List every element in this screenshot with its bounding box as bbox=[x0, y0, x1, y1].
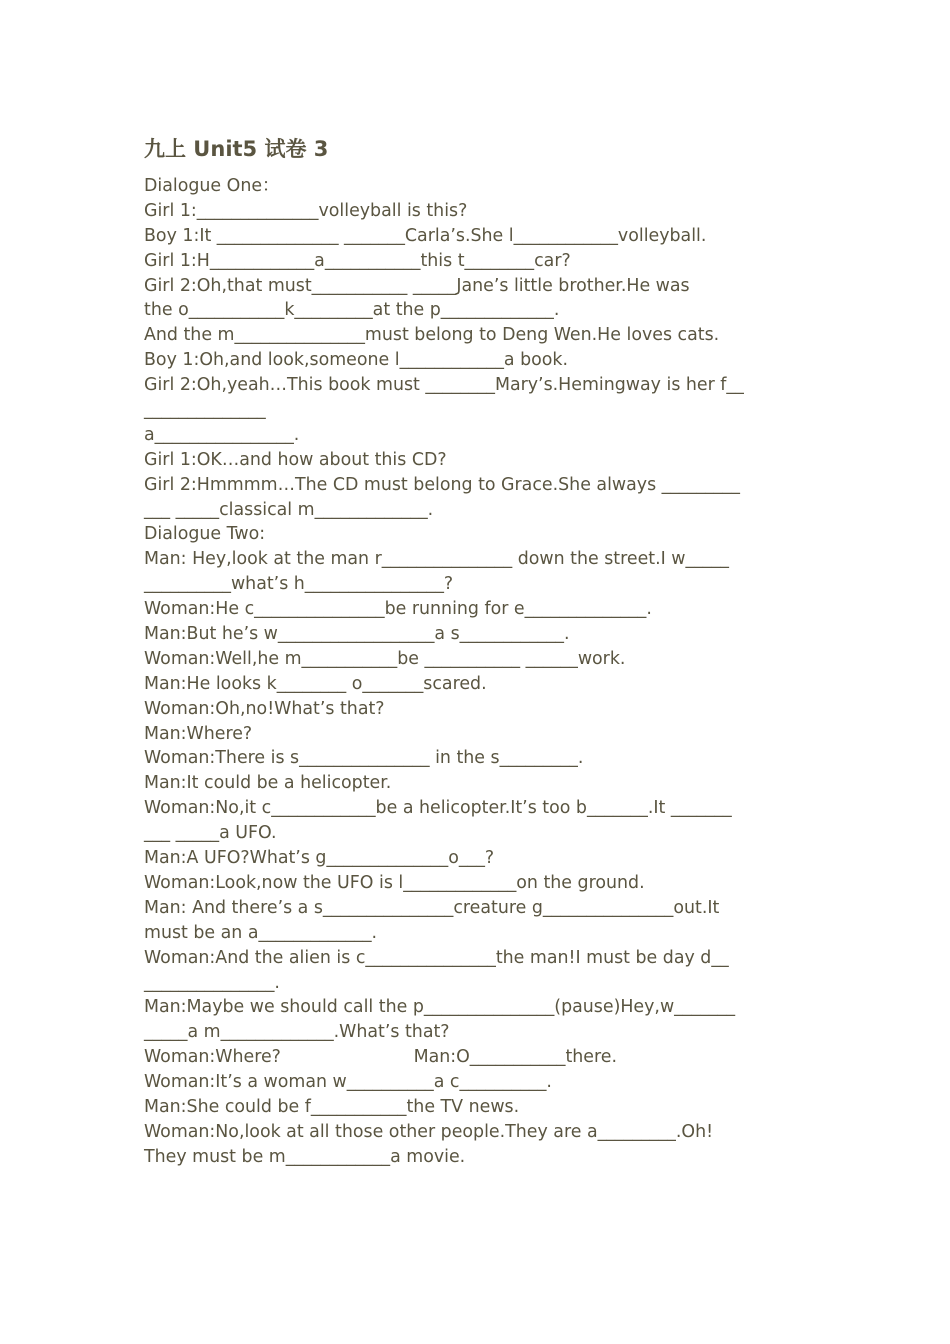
document-title: 九上 Unit5 试卷 3 bbox=[144, 137, 329, 161]
document-line: Girl 2:Oh,that must___________ _____Jane’s little brother.He was bbox=[144, 275, 690, 296]
document-line: Girl 2:Oh,yeah…This book must ________Mary’s.Hemingway is her f__ bbox=[144, 375, 744, 396]
document-line: Girl 1:OK…and how about this CD? bbox=[144, 449, 447, 470]
document-line: And the m_______________must belong to Deng Wen.He loves cats. bbox=[144, 325, 720, 346]
document-line: Woman:Where? Man:O___________there. bbox=[144, 1047, 617, 1068]
document-line: They must be m____________a movie. bbox=[144, 1146, 466, 1167]
document-line: Boy 1:Oh,and look,someone l____________a book. bbox=[144, 350, 569, 371]
document-line: Dialogue One： bbox=[144, 176, 280, 196]
document-line: Girl 2:Hmmmm…The CD must belong to Grace.She always _________ bbox=[144, 474, 740, 495]
document-line: Woman:No,it c____________be a helicopter.It’s too b_______.It _______ bbox=[144, 798, 732, 819]
document-line: Man:But he’s w__________________a s____________. bbox=[144, 624, 570, 645]
document-line: Man: Hey,look at the man r_______________ down the street.I w_____ bbox=[144, 549, 729, 570]
document-line: Man:It could be a helicopter. bbox=[144, 773, 392, 794]
document-line: Dialogue Two: bbox=[144, 524, 266, 545]
document-body bbox=[144, 174, 824, 1170]
document-line: Woman:Oh,no!What’s that? bbox=[144, 698, 385, 719]
document-page bbox=[144, 134, 824, 1170]
document-line: Woman:And the alien is c_______________the man!I must be day d__ bbox=[144, 947, 729, 968]
document-line: Man:A UFO?What’s g______________o___? bbox=[144, 848, 495, 869]
document-line: Man:She could be f___________the TV news. bbox=[144, 1096, 520, 1117]
document-line: ___ _____classical m_____________. bbox=[144, 499, 434, 520]
document-line: Man:Maybe we should call the p_______________(pause)Hey,w_______ bbox=[144, 997, 736, 1018]
document-line: Woman:It’s a woman w__________a c__________. bbox=[144, 1072, 552, 1093]
document-line: _____a m_____________.What’s that? bbox=[144, 1022, 450, 1043]
document-line: Woman:He c_______________be running for e______________. bbox=[144, 599, 652, 620]
document-line: Girl 1:H____________a___________this t________car? bbox=[144, 250, 571, 271]
document-line: Girl 1:______________volleyball is this? bbox=[144, 200, 468, 221]
document-line: must be an a_____________. bbox=[144, 922, 378, 943]
document-line: ___ _____a UFO. bbox=[144, 823, 277, 844]
document-line: Woman:Look,now the UFO is l_____________on the ground. bbox=[144, 872, 645, 893]
document-line: Woman:Well,he m___________be ___________ ______work. bbox=[144, 648, 626, 669]
document-line: ______________ bbox=[144, 400, 266, 421]
document-line: a________________. bbox=[144, 424, 300, 445]
document-line: _______________. bbox=[144, 972, 280, 993]
document-line: Woman:No,look at all those other people.They are a_________.Oh! bbox=[144, 1121, 714, 1142]
document-line: Boy 1:It ______________ _______Carla’s.She l____________volleyball. bbox=[144, 225, 707, 246]
document-line: the o___________k_________at the p_____________. bbox=[144, 300, 560, 321]
document-line: Man: And there’s a s_______________creature g_______________out.It bbox=[144, 897, 720, 918]
document-line: Man:Where? bbox=[144, 723, 253, 744]
document-line: Woman:There is s_______________ in the s_________. bbox=[144, 748, 584, 769]
document-line: __________what’s h________________? bbox=[144, 574, 454, 595]
document-line: Man:He looks k________ o_______scared. bbox=[144, 673, 487, 694]
